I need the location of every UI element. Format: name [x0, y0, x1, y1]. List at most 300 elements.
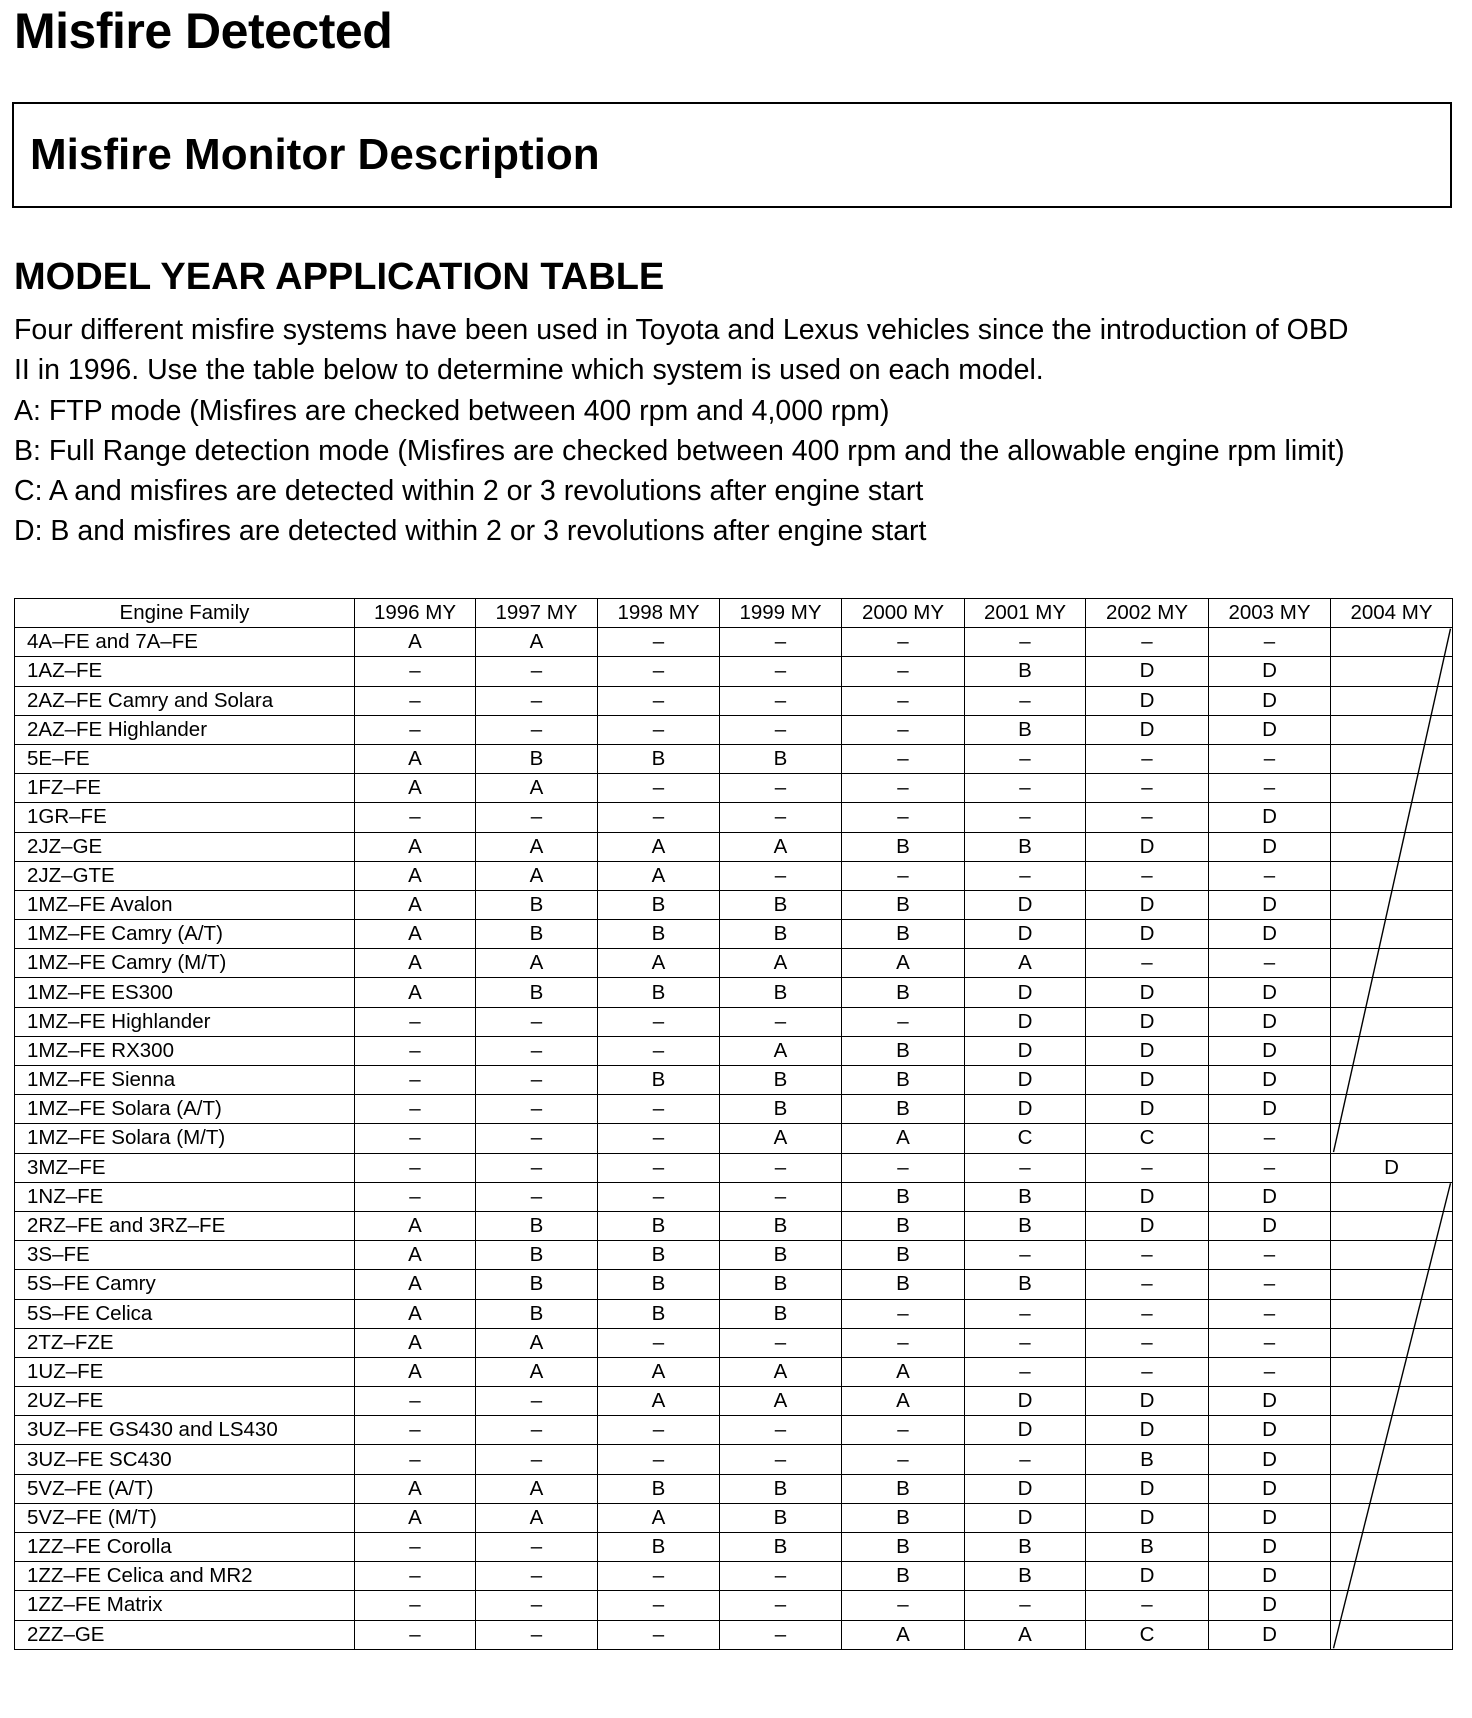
system-code-cell: D: [965, 1387, 1086, 1416]
system-code-cell: –: [355, 1445, 476, 1474]
system-code-cell: B: [720, 920, 842, 949]
system-code-cell: D: [1209, 1387, 1331, 1416]
system-code-cell: –: [598, 1416, 720, 1445]
table-row: [15, 686, 1453, 715]
system-code-cell: –: [720, 1416, 842, 1445]
system-code-cell: B: [1086, 1533, 1209, 1562]
system-code-cell: [1331, 1095, 1453, 1124]
system-code-cell: A: [965, 949, 1086, 978]
system-code-cell: –: [355, 1153, 476, 1182]
system-code-cell: A: [842, 1620, 965, 1649]
column-header-model-year: 1998 MY: [598, 599, 720, 628]
system-code-cell: B: [842, 1036, 965, 1065]
system-code-cell: –: [355, 715, 476, 744]
table-row: [15, 1211, 1453, 1240]
system-code-cell: B: [842, 1533, 965, 1562]
engine-family-cell: 1FZ–FE: [15, 774, 355, 803]
engine-family-cell: 4A–FE and 7A–FE: [15, 628, 355, 657]
system-code-cell: –: [965, 1357, 1086, 1386]
system-code-cell: B: [842, 832, 965, 861]
system-code-cell: –: [355, 1533, 476, 1562]
system-code-cell: –: [842, 744, 965, 773]
system-code-cell: [1331, 657, 1453, 686]
system-code-cell: –: [1086, 1153, 1209, 1182]
engine-family-cell: 3S–FE: [15, 1241, 355, 1270]
system-code-cell: A: [598, 949, 720, 978]
system-code-cell: –: [598, 1182, 720, 1211]
system-code-cell: –: [720, 1591, 842, 1620]
system-code-cell: –: [720, 1328, 842, 1357]
table-row: [15, 978, 1453, 1007]
system-code-cell: –: [720, 861, 842, 890]
table-row: [15, 1357, 1453, 1386]
system-code-cell: D: [1209, 1416, 1331, 1445]
system-code-cell: D: [965, 1503, 1086, 1532]
system-code-cell: –: [598, 715, 720, 744]
system-code-cell: –: [965, 1241, 1086, 1270]
table-row: [15, 1299, 1453, 1328]
system-code-cell: D: [1209, 686, 1331, 715]
system-code-cell: –: [1086, 744, 1209, 773]
system-code-cell: D: [1209, 803, 1331, 832]
system-code-cell: –: [476, 715, 598, 744]
engine-family-cell: 5S–FE Celica: [15, 1299, 355, 1328]
system-code-cell: –: [598, 1591, 720, 1620]
system-code-cell: D: [965, 1474, 1086, 1503]
engine-family-cell: 1GR–FE: [15, 803, 355, 832]
system-code-cell: D: [1209, 657, 1331, 686]
system-code-cell: –: [720, 1620, 842, 1649]
table-row: [15, 1416, 1453, 1445]
system-code-cell: B: [720, 1066, 842, 1095]
system-code-cell: [1331, 1533, 1453, 1562]
system-code-cell: D: [1209, 1562, 1331, 1591]
system-code-cell: –: [598, 628, 720, 657]
system-code-cell: –: [842, 1007, 965, 1036]
system-code-cell: A: [476, 832, 598, 861]
system-code-cell: B: [720, 1241, 842, 1270]
system-code-cell: –: [476, 1066, 598, 1095]
system-code-cell: D: [1209, 1007, 1331, 1036]
table-row: [15, 890, 1453, 919]
system-code-cell: –: [598, 1562, 720, 1591]
system-code-cell: D: [1209, 890, 1331, 919]
system-code-cell: –: [965, 744, 1086, 773]
system-code-cell: C: [1086, 1124, 1209, 1153]
system-code-cell: A: [720, 949, 842, 978]
system-code-cell: –: [355, 1562, 476, 1591]
system-code-cell: –: [720, 1562, 842, 1591]
system-code-cell: A: [476, 1357, 598, 1386]
system-code-cell: D: [1086, 715, 1209, 744]
system-code-cell: B: [598, 1299, 720, 1328]
system-code-cell: –: [965, 1328, 1086, 1357]
system-code-cell: B: [965, 1562, 1086, 1591]
system-code-cell: D: [1209, 832, 1331, 861]
table-row: [15, 1036, 1453, 1065]
system-code-cell: –: [1086, 803, 1209, 832]
system-code-cell: B: [598, 920, 720, 949]
system-code-cell: B: [842, 1066, 965, 1095]
system-code-cell: D: [1209, 1503, 1331, 1532]
table-row: [15, 1182, 1453, 1211]
table-row: [15, 744, 1453, 773]
system-code-cell: [1331, 1299, 1453, 1328]
system-code-cell: D: [1086, 1095, 1209, 1124]
system-code-cell: A: [598, 1503, 720, 1532]
system-code-cell: [1331, 1036, 1453, 1065]
application-table: [14, 598, 1453, 1650]
system-code-cell: D: [1209, 1591, 1331, 1620]
system-code-cell: B: [476, 1270, 598, 1299]
system-code-cell: A: [598, 1357, 720, 1386]
system-code-cell: A: [355, 1357, 476, 1386]
system-code-cell: –: [965, 803, 1086, 832]
system-code-cell: B: [598, 1474, 720, 1503]
system-code-cell: –: [355, 1036, 476, 1065]
system-code-cell: [1331, 890, 1453, 919]
system-code-cell: A: [476, 1328, 598, 1357]
system-code-cell: B: [965, 715, 1086, 744]
system-code-cell: –: [842, 803, 965, 832]
system-code-cell: D: [1086, 1066, 1209, 1095]
table-row: [15, 1153, 1453, 1182]
system-code-cell: D: [965, 1416, 1086, 1445]
system-code-cell: D: [965, 1036, 1086, 1065]
table-row: [15, 1270, 1453, 1299]
system-code-cell: –: [1209, 628, 1331, 657]
system-code-cell: [1331, 832, 1453, 861]
system-code-cell: –: [598, 1153, 720, 1182]
system-code-cell: B: [720, 1299, 842, 1328]
engine-family-cell: 2UZ–FE: [15, 1387, 355, 1416]
system-code-cell: A: [720, 832, 842, 861]
system-code-cell: A: [355, 744, 476, 773]
system-code-cell: [1331, 1270, 1453, 1299]
system-code-cell: –: [842, 774, 965, 803]
system-code-cell: –: [720, 1445, 842, 1474]
system-code-cell: –: [476, 1007, 598, 1036]
system-code-cell: D: [1209, 1095, 1331, 1124]
system-code-cell: –: [965, 774, 1086, 803]
engine-family-cell: 1ZZ–FE Matrix: [15, 1591, 355, 1620]
engine-family-cell: 1UZ–FE: [15, 1357, 355, 1386]
column-header-model-year: 2002 MY: [1086, 599, 1209, 628]
system-code-cell: [1331, 1211, 1453, 1240]
system-code-cell: B: [598, 1270, 720, 1299]
system-code-cell: A: [476, 1474, 598, 1503]
system-code-cell: D: [1209, 1211, 1331, 1240]
system-code-cell: –: [598, 657, 720, 686]
system-code-cell: A: [355, 978, 476, 1007]
system-code-cell: B: [842, 920, 965, 949]
column-header-model-year: 1999 MY: [720, 599, 842, 628]
system-code-cell: A: [720, 1357, 842, 1386]
intro-line: A: FTP mode (Misfires are checked between 400 rpm and 4,000 rpm): [14, 394, 890, 427]
table-row: [15, 1328, 1453, 1357]
system-code-cell: D: [1086, 1387, 1209, 1416]
system-code-cell: D: [1086, 832, 1209, 861]
system-code-cell: D: [1086, 1474, 1209, 1503]
system-code-cell: [1331, 920, 1453, 949]
system-code-cell: B: [1086, 1445, 1209, 1474]
system-code-cell: A: [598, 1387, 720, 1416]
table-row: [15, 1124, 1453, 1153]
system-code-cell: A: [355, 1503, 476, 1532]
system-code-cell: –: [965, 1591, 1086, 1620]
system-code-cell: –: [598, 686, 720, 715]
system-code-cell: A: [842, 1387, 965, 1416]
system-code-cell: –: [598, 1036, 720, 1065]
system-code-cell: –: [355, 1095, 476, 1124]
table-row: [15, 715, 1453, 744]
intro-line: D: B and misfires are detected within 2 or 3 revolutions after engine start: [14, 515, 927, 548]
system-code-cell: –: [965, 1445, 1086, 1474]
system-code-cell: B: [842, 1503, 965, 1532]
system-code-cell: –: [842, 1416, 965, 1445]
table-row: [15, 628, 1453, 657]
system-code-cell: A: [598, 861, 720, 890]
system-code-cell: A: [355, 1299, 476, 1328]
system-code-cell: –: [355, 1124, 476, 1153]
system-code-cell: –: [598, 803, 720, 832]
table-row: [15, 1066, 1453, 1095]
system-code-cell: A: [476, 774, 598, 803]
system-code-cell: [1331, 1620, 1453, 1649]
engine-family-cell: 2AZ–FE Camry and Solara: [15, 686, 355, 715]
system-code-cell: D: [1086, 657, 1209, 686]
engine-family-cell: 3UZ–FE GS430 and LS430: [15, 1416, 355, 1445]
table-row: [15, 1591, 1453, 1620]
system-code-cell: –: [842, 657, 965, 686]
system-code-cell: D: [1086, 890, 1209, 919]
intro-line: C: A and misfires are detected within 2 or 3 revolutions after engine start: [14, 475, 924, 508]
system-code-cell: A: [355, 1241, 476, 1270]
system-code-cell: –: [1086, 1299, 1209, 1328]
system-code-cell: –: [1086, 1270, 1209, 1299]
system-code-cell: [1331, 774, 1453, 803]
system-code-cell: [1331, 861, 1453, 890]
system-code-cell: A: [842, 1357, 965, 1386]
intro-line: II in 1996. Use the table below to determine which system is used on each model.: [14, 354, 1044, 387]
system-code-cell: [1331, 1182, 1453, 1211]
system-code-cell: D: [1209, 1445, 1331, 1474]
system-code-cell: –: [476, 1124, 598, 1153]
system-code-cell: –: [842, 1299, 965, 1328]
system-code-cell: [1331, 1124, 1453, 1153]
system-code-cell: –: [1086, 1328, 1209, 1357]
system-code-cell: [1331, 1007, 1453, 1036]
engine-family-cell: 5E–FE: [15, 744, 355, 773]
engine-family-cell: 1MZ–FE Solara (M/T): [15, 1124, 355, 1153]
system-code-cell: –: [720, 1007, 842, 1036]
section-header-box: [12, 102, 1452, 208]
system-code-cell: –: [476, 1591, 598, 1620]
system-code-cell: B: [842, 1474, 965, 1503]
system-code-cell: D: [1086, 1182, 1209, 1211]
system-code-cell: D: [1209, 920, 1331, 949]
system-code-cell: B: [476, 890, 598, 919]
system-code-cell: B: [720, 744, 842, 773]
system-code-cell: D: [1086, 1416, 1209, 1445]
system-code-cell: –: [720, 657, 842, 686]
system-code-cell: –: [476, 686, 598, 715]
engine-family-cell: 2ZZ–GE: [15, 1620, 355, 1649]
system-code-cell: D: [1086, 1036, 1209, 1065]
system-code-cell: –: [476, 1416, 598, 1445]
table-row: [15, 657, 1453, 686]
intro-line: B: Full Range detection mode (Misfires are checked between 400 rpm and the allowable engine rpm limit): [14, 434, 1345, 467]
system-code-cell: –: [476, 1562, 598, 1591]
column-header-engine-family: Engine Family: [15, 599, 355, 628]
table-row: [15, 1445, 1453, 1474]
system-code-cell: –: [355, 803, 476, 832]
engine-family-cell: 2AZ–FE Highlander: [15, 715, 355, 744]
system-code-cell: –: [1209, 1241, 1331, 1270]
system-code-cell: B: [476, 1211, 598, 1240]
system-code-cell: –: [1209, 861, 1331, 890]
table-row: [15, 949, 1453, 978]
system-code-cell: [1331, 1416, 1453, 1445]
table-row: [15, 1241, 1453, 1270]
system-code-cell: A: [355, 832, 476, 861]
system-code-cell: –: [720, 803, 842, 832]
system-code-cell: –: [720, 1153, 842, 1182]
table-row: [15, 920, 1453, 949]
system-code-cell: D: [965, 1095, 1086, 1124]
system-code-cell: –: [476, 1153, 598, 1182]
system-code-cell: B: [720, 1270, 842, 1299]
system-code-cell: –: [598, 1620, 720, 1649]
system-code-cell: B: [476, 1299, 598, 1328]
system-code-cell: –: [598, 774, 720, 803]
system-code-cell: D: [1209, 978, 1331, 1007]
system-code-cell: [1331, 949, 1453, 978]
system-code-cell: B: [720, 890, 842, 919]
system-code-cell: –: [476, 1095, 598, 1124]
engine-family-cell: 2JZ–GTE: [15, 861, 355, 890]
system-code-cell: D: [1086, 978, 1209, 1007]
system-code-cell: –: [355, 1182, 476, 1211]
system-code-cell: B: [720, 1211, 842, 1240]
table-row: [15, 1387, 1453, 1416]
system-code-cell: D: [1209, 1066, 1331, 1095]
system-code-cell: D: [1209, 1474, 1331, 1503]
table-row: [15, 861, 1453, 890]
system-code-cell: [1331, 1241, 1453, 1270]
system-code-cell: C: [1086, 1620, 1209, 1649]
system-code-cell: –: [965, 1153, 1086, 1182]
system-code-cell: –: [720, 1182, 842, 1211]
system-code-cell: [1331, 715, 1453, 744]
system-code-cell: A: [355, 1328, 476, 1357]
engine-family-cell: 5VZ–FE (A/T): [15, 1474, 355, 1503]
system-code-cell: B: [965, 1270, 1086, 1299]
system-code-cell: –: [720, 774, 842, 803]
system-code-cell: D: [1209, 715, 1331, 744]
system-code-cell: –: [476, 1387, 598, 1416]
column-header-model-year: 2003 MY: [1209, 599, 1331, 628]
system-code-cell: A: [355, 1270, 476, 1299]
table-row: [15, 1007, 1453, 1036]
system-code-cell: D: [1209, 1036, 1331, 1065]
system-code-cell: A: [842, 949, 965, 978]
system-code-cell: –: [842, 715, 965, 744]
system-code-cell: B: [476, 744, 598, 773]
system-code-cell: B: [598, 744, 720, 773]
system-code-cell: –: [355, 686, 476, 715]
system-code-cell: A: [355, 1211, 476, 1240]
system-code-cell: B: [598, 1241, 720, 1270]
system-code-cell: D: [1209, 1182, 1331, 1211]
engine-family-cell: 1MZ–FE Sienna: [15, 1066, 355, 1095]
table-row: [15, 1533, 1453, 1562]
system-code-cell: B: [598, 1066, 720, 1095]
system-code-cell: A: [476, 949, 598, 978]
system-code-cell: –: [965, 861, 1086, 890]
column-header-model-year: 1997 MY: [476, 599, 598, 628]
column-header-model-year: 1996 MY: [355, 599, 476, 628]
engine-family-cell: 1NZ–FE: [15, 1182, 355, 1211]
system-code-cell: C: [965, 1124, 1086, 1153]
system-code-cell: A: [355, 890, 476, 919]
system-code-cell: B: [598, 978, 720, 1007]
system-code-cell: –: [476, 1036, 598, 1065]
system-code-cell: –: [720, 686, 842, 715]
system-code-cell: –: [1209, 1299, 1331, 1328]
engine-family-cell: 1AZ–FE: [15, 657, 355, 686]
system-code-cell: B: [720, 1533, 842, 1562]
engine-family-cell: 1ZZ–FE Celica and MR2: [15, 1562, 355, 1591]
system-code-cell: [1331, 803, 1453, 832]
system-code-cell: A: [355, 628, 476, 657]
engine-family-cell: 5S–FE Camry: [15, 1270, 355, 1299]
system-code-cell: B: [842, 890, 965, 919]
intro-text: [14, 310, 1464, 552]
system-code-cell: –: [1209, 1328, 1331, 1357]
system-code-cell: [1331, 978, 1453, 1007]
engine-family-cell: 1MZ–FE RX300: [15, 1036, 355, 1065]
system-code-cell: –: [355, 1591, 476, 1620]
column-header-model-year: 2004 MY: [1331, 599, 1453, 628]
system-code-cell: –: [355, 1416, 476, 1445]
system-code-cell: –: [842, 686, 965, 715]
system-code-cell: –: [842, 1328, 965, 1357]
system-code-cell: D: [965, 1007, 1086, 1036]
system-code-cell: D: [1331, 1153, 1453, 1182]
system-code-cell: –: [476, 1182, 598, 1211]
system-code-cell: B: [965, 657, 1086, 686]
system-code-cell: A: [842, 1124, 965, 1153]
table-row: [15, 1620, 1453, 1649]
system-code-cell: [1331, 686, 1453, 715]
system-code-cell: B: [965, 1211, 1086, 1240]
system-code-cell: D: [965, 1066, 1086, 1095]
system-code-cell: –: [355, 1007, 476, 1036]
system-code-cell: –: [476, 1620, 598, 1649]
system-code-cell: [1331, 1591, 1453, 1620]
system-code-cell: A: [355, 920, 476, 949]
system-code-cell: [1331, 628, 1453, 657]
engine-family-cell: 1MZ–FE Avalon: [15, 890, 355, 919]
system-code-cell: D: [1086, 1503, 1209, 1532]
system-code-cell: –: [1209, 1270, 1331, 1299]
system-code-cell: [1331, 1503, 1453, 1532]
table-row: [15, 803, 1453, 832]
system-code-cell: D: [1086, 920, 1209, 949]
system-code-cell: D: [1086, 1007, 1209, 1036]
system-code-cell: –: [476, 1533, 598, 1562]
